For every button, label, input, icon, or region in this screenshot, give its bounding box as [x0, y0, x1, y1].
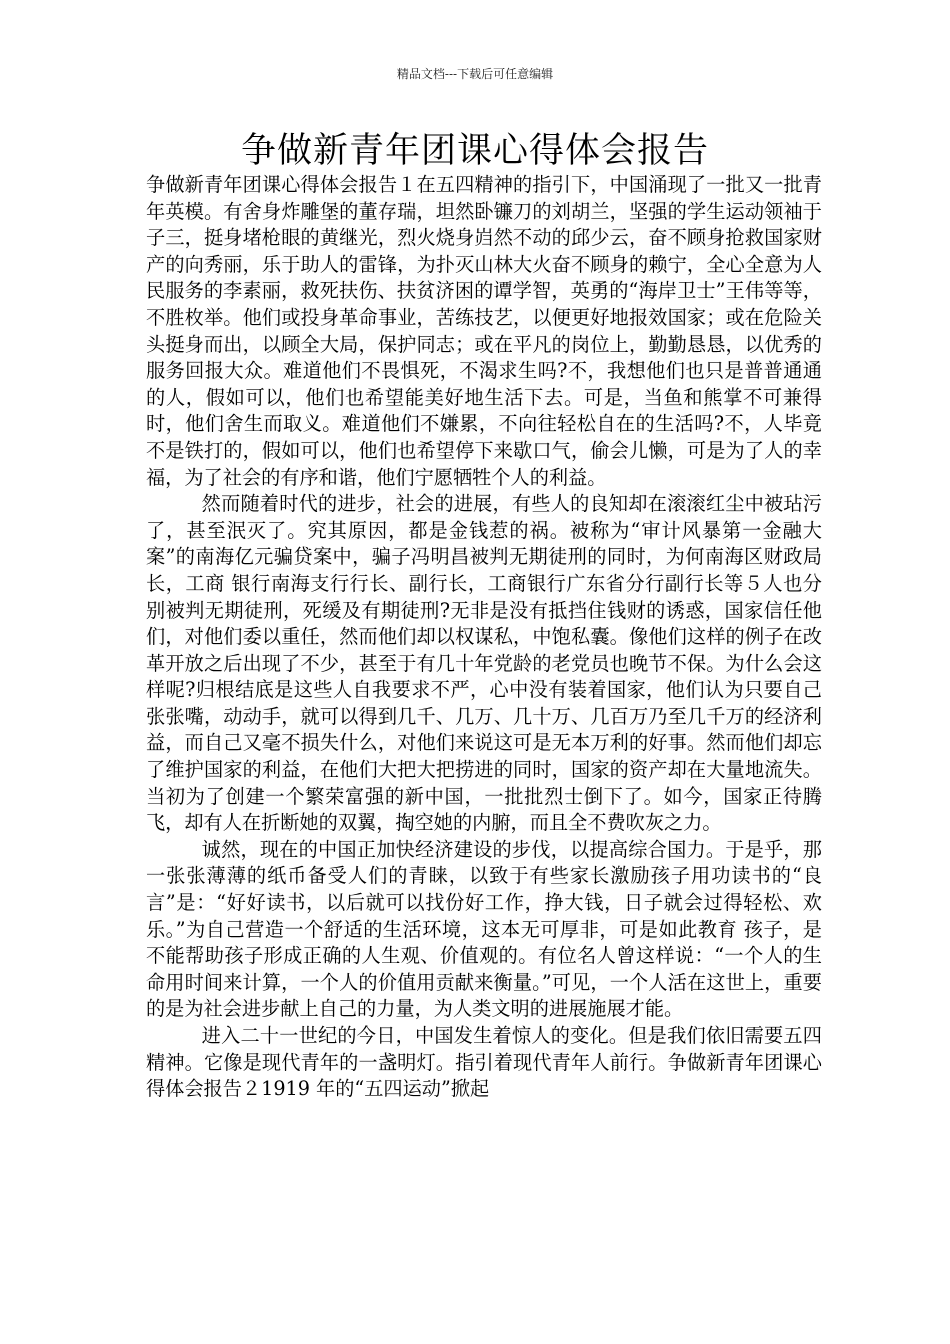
paragraph: 争做新青年团课心得体会报告１在五四精神的指引下，中国涌现了一批又一批青年英模。有舍身炸雕堡的董存瑞，坦然卧镰刀的刘胡兰，坚强的学生运动领袖于子三，挺身堵枪眼的黄继光，烈火烧身岿然不动的邱少云，奋不顾身抢救国家财产的向秀丽，乐于助人的雷锋，为扑灭山林大火奋不顾身的赖宁，全心全意为人民服务的李素丽，救死扶伤、扶贫济困的谭学智，英勇的“海岸卫士”王伟等等，不胜枚举。他们或投身革命事业，苦练技艺，以便更好地报效国家；或在危险关头挺身而出，以顾全大局，保护同志；或在平凡的岗位上，勤勤恳恳，以优秀的服务回报大众。难道他们不畏惧死，不渴求生吗?不，我想他们也只是普普通通的人，假如可以，他们也希望能美好地生活下去。可是，当鱼和熊掌不可兼得时，他们舍生而取义。难道他们不嫌累，不向往轻松自在的生活吗?不，人毕竟不是铁打的，假如可以，他们也希望停下来歇口气，偷会儿懒，可是为了人的幸福，为了社会的有序和谐，他们宁愿牺牲个人的利益。 [146, 173, 822, 489]
document-title: 争做新青年团课心得体会报告 [240, 131, 709, 171]
paragraph: 进入二十一世纪的今日，中国发生着惊人的变化。但是我们依旧需要五四精神。它像是现代青年的一盏明灯。指引着现代青年人前行。争做新青年团课心得体会报告２1919 年的“五四运动”掀起 [146, 1024, 822, 1101]
paragraph: 诚然，现在的中国正加快经济建设的步伐，以提高综合国力。于是乎，那一张张薄薄的纸币备受人们的青睐，以致于有些家长激励孩子用功读书的“良言”是：“好好读书，以后就可以找份好工作，挣大钱，日子就会过得轻松、欢乐。”为自己营造一个舒适的生活环境，这本无可厚非，可是如此教育 孩子，是不能帮助孩子形成正确的人生观、价值观的。有位名人曾这样说：“一个人的生命用时间来计算，一个人的价值用贡献来衡量。”可见，一个人活在这世上，重要的是为社会进步献上自己的力量，为人类文明的进展施展才能。 [146, 837, 822, 1021]
document-body [146, 172, 822, 1103]
paragraph: 然而随着时代的进步，社会的进展，有些人的良知却在滚滚红尘中被玷污了，甚至泯灭了。究其原因，都是金钱惹的祸。被称为“审计风暴第一金融大案”的南海亿元骗贷案中，骗子冯明昌被判无期徒刑的同时，为何南海区财政局长，工商 银行南海支行行长、副行长，工商银行广东省分行副行长等５人也分别被判无期徒刑，死缓及有期徒刑?无非是没有抵挡住钱财的诱惑，国家信任他们，对他们委以重任，然而他们却以权谋私，中饱私囊。像他们这样的例子在改革开放之后出现了不少，甚至于有几十年党龄的老党员也晚节不保。为什么会这样呢?归根结底是这些人自我要求不严，心中没有装着国家，他们认为只要自己张张嘴，动动手，就可以得到几千、几万、几十万、几百万乃至几千万的经济利益，而自己又毫不损失什么，对他们来说这可是无本万利的好事。然而他们却忘了维护国家的利益，在他们大把大把捞进的同时，国家的资产却在大量地流失。当初为了创建一个繁荣富强的新中国，一批批烈士倒下了。如今，国家正待腾飞，却有人在折断她的双翼，掏空她的内腑，而且全不费吹灰之力。 [146, 492, 822, 835]
header-note: 精品文档---下载后可任意编辑 [396, 67, 554, 81]
